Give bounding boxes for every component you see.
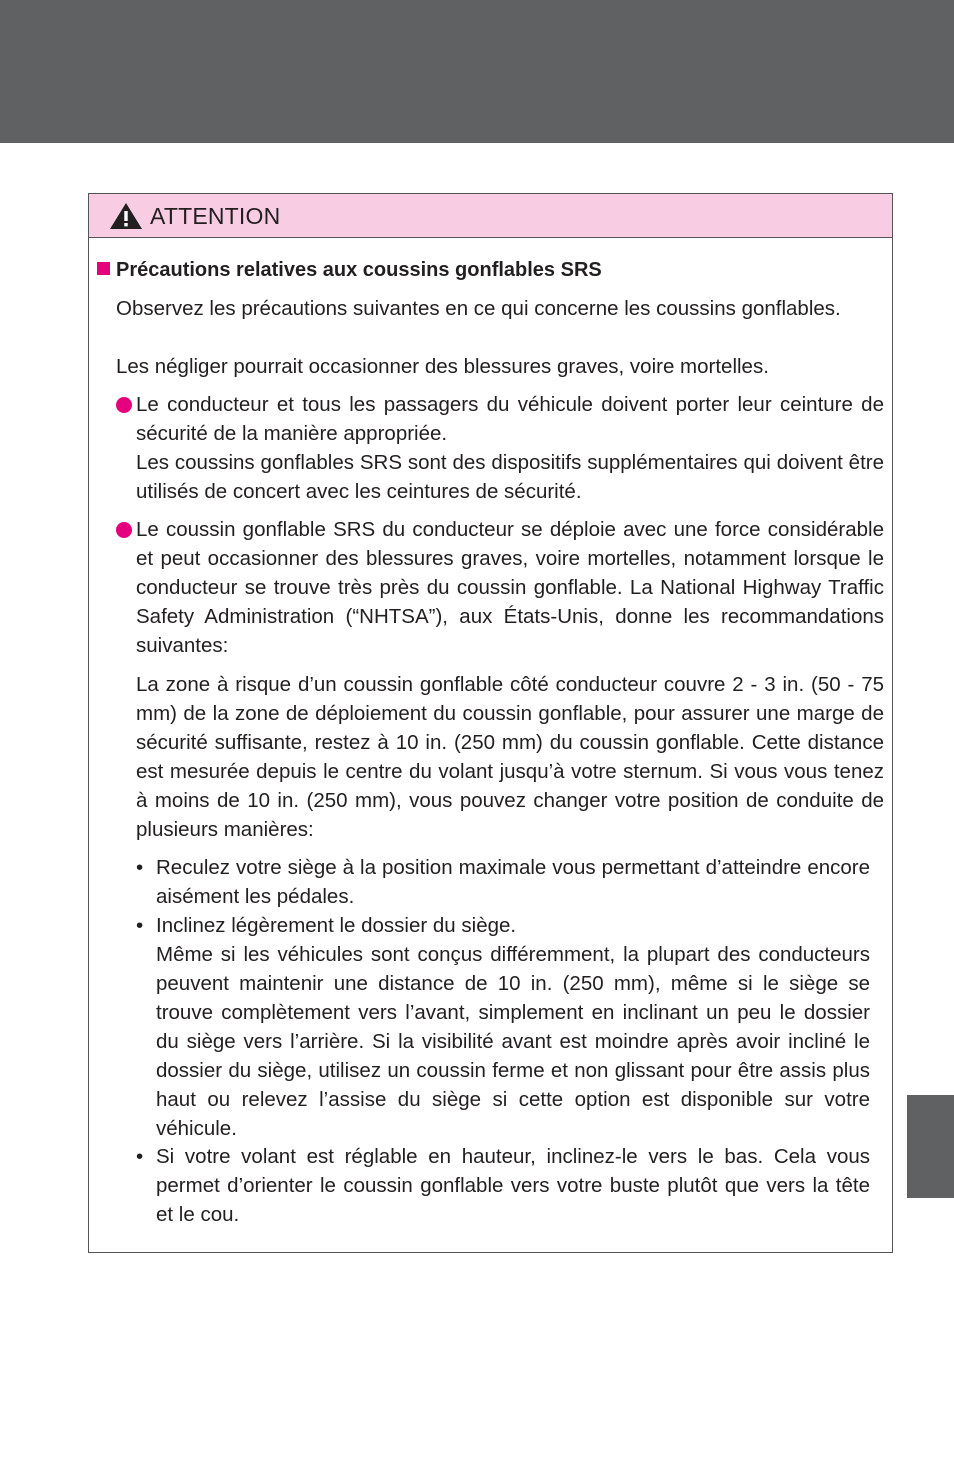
intro-paragraph-1: Observez les précautions suivantes en ce qui concerne les coussins gonflables.	[116, 297, 841, 320]
section-heading	[97, 257, 602, 283]
pink-bullet-dot	[116, 522, 132, 538]
sub-bullet-1: Reculez votre siège à la position maximale vous permettant d’atteindre encore aisément les pédales.	[156, 856, 870, 908]
heading-square-marker	[97, 262, 110, 275]
attention-box	[88, 193, 893, 1253]
sub-bullet-marker: •	[136, 856, 144, 879]
item-1-line-2: Les coussins gonflables SRS sont des dispositifs supplémentaires qui doivent être utilisés de concert avec les ceintures de sécurité.	[136, 451, 884, 503]
sub-bullet-3: Si votre volant est réglable en hauteur, inclinez-le vers le bas. Cela vous permet d’orienter le coussin gonflable vers votre buste plutôt que vers la tête et le cou.	[156, 1145, 870, 1226]
warning-triangle-icon	[109, 202, 143, 230]
pink-bullet-dot	[116, 397, 132, 413]
top-header-band	[0, 0, 954, 143]
sub-bullet-marker: •	[136, 914, 144, 937]
attention-title: ATTENTION	[150, 203, 281, 229]
item-2-paragraph: Le coussin gonflable SRS du conducteur se déploie avec une force considérable et peut occasionner des blessures graves, voire mortelles, notamment lorsque le conducteur se trouve très près du coussin gonflable. La National Highway Traffic Safety Administration (“NHTSA”), aux États-Unis, donne les recommandations suivantes:	[136, 518, 884, 657]
sub-bullet-2: Inclinez légèrement le dossier du siège.	[156, 914, 517, 937]
sub-bullet-2-continuation: Même si les véhicules sont conçus différemment, la plupart des conducteurs peuvent maintenir une distance de 10 in. (250 mm), même si le siège se trouve complètement vers l’avant, simplement en inclinant un peu le dossier du siège vers l’arrière. Si la visibilité avant est moindre après avoir incliné le dossier du siège, utilisez un coussin ferme et non glissant pour être assis plus haut ou relevez l’assise du siège si cette option est disponible sur votre véhicule.	[156, 943, 870, 1140]
chapter-side-tab	[907, 1095, 954, 1198]
nhtsa-paragraph: La zone à risque d’un coussin gonflable côté conducteur couvre 2 - 3 in. (50 - 75 mm) de la zone de déploiement du coussin gonflable, pour assurer une marge de sécurité suffisante, restez à 10 in. (250 mm) du coussin gonflable. Cette distance est mesurée depuis le centre du volant jusqu’à votre sternum. Si vous vous tenez à moins de 10 in. (250 mm), vous pouvez changer votre position de conduite de plusieurs manières:	[136, 673, 884, 841]
item-1-line-1: Le conducteur et tous les passagers du véhicule doivent porter leur ceinture de sécurité de la manière appropriée.	[136, 393, 884, 445]
attention-header	[89, 194, 892, 238]
section-heading-text: Précautions relatives aux coussins gonflables SRS	[116, 259, 602, 281]
intro-paragraph-2: Les négliger pourrait occasionner des blessures graves, voire mortelles.	[116, 355, 769, 378]
sub-bullet-marker: •	[136, 1145, 144, 1168]
